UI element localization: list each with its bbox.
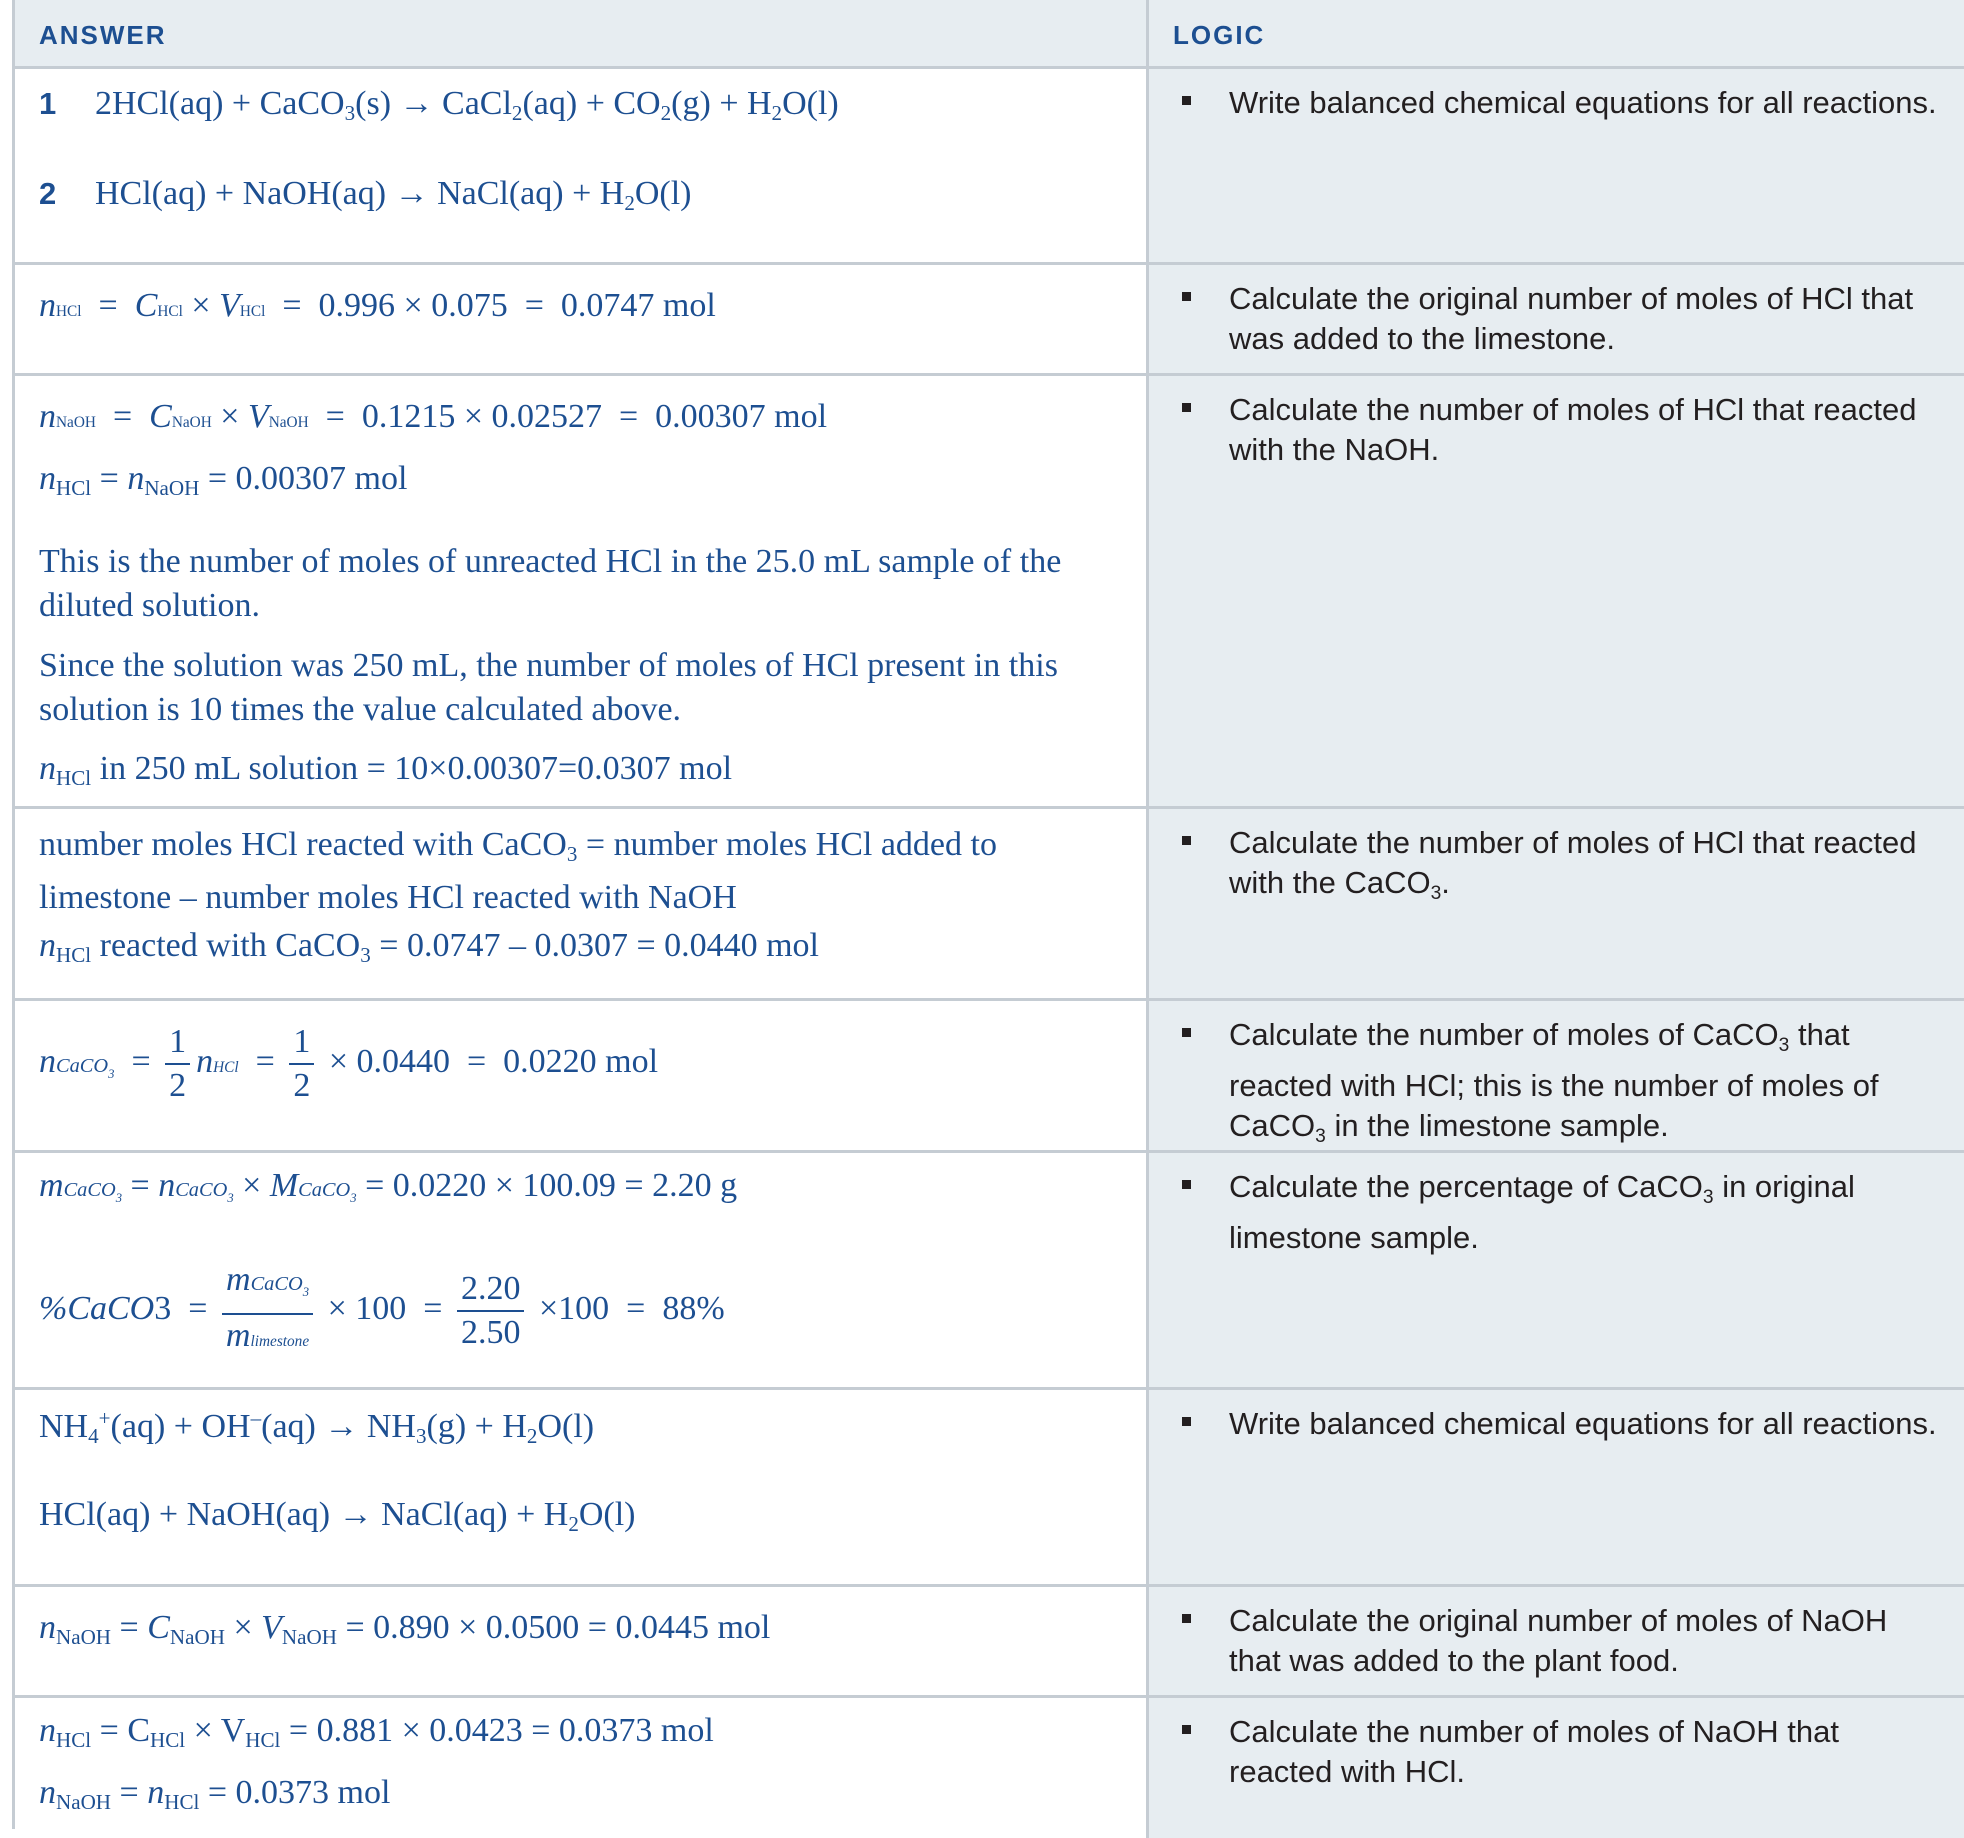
- bullet: [1182, 1028, 1191, 1037]
- calc-n-naoh-2: $n_{NaOH} = C_{NaOH} \times V_{NaOH} = 0.890 \times 0.0500 = 0.0445$ mol: [39, 1609, 771, 1649]
- calc-n-total: $n_{HCl}$ in 250 mL solution = 10×0.00307=0.0307 mol: [39, 750, 733, 790]
- bullet: [1182, 292, 1191, 301]
- fraction: $\frac{1}{2}$: [165, 1021, 190, 1107]
- row-balanced-equations-2: [15, 1390, 1964, 1587]
- calc-n-caco3: nCaCO$_3$ = $\frac{1}{2}$ nHCl = $\frac{1}{2}$ × 0.0440 = 0.0220 mol: [39, 1021, 658, 1107]
- logic-cell: [1149, 265, 1964, 373]
- logic-cell: [1149, 69, 1964, 262]
- answer-cell: [15, 265, 1149, 373]
- calc-n-equal: $n_{HCl} = n_{NaOH} = 0.00307$ mol: [39, 460, 408, 500]
- solution-table: [12, 0, 1964, 1829]
- step-number: 2: [39, 176, 57, 211]
- row-balanced-equations: [15, 69, 1964, 265]
- logic-text: Calculate the number of moles of HCl that reacted with the NaOH.: [1229, 392, 1917, 467]
- bullet: [1182, 96, 1191, 105]
- logic-header: LOGIC: [1173, 20, 1266, 50]
- explanation-1: This is the number of moles of unreacted HCl in the 25.0 mL sample of the diluted solution.: [39, 543, 1062, 624]
- row-caco3-moles: [15, 1001, 1964, 1153]
- fraction: $\frac{mCaCO_3}{\text{mlimestone}}$: [222, 1259, 313, 1363]
- logic-header-cell: [1149, 0, 1964, 66]
- calc-n-equal-2: $n_{NaOH} = n_{HCl} = 0.0373$ mol: [39, 1774, 391, 1814]
- calc-n-naoh: nNaOH = CNaOH × VNaOH = 0.1215 × 0.02527 = 0.00307 mol: [39, 398, 828, 435]
- row-naoh-added: [15, 1587, 1964, 1698]
- row-hcl-reacted-caco3: [15, 809, 1964, 1001]
- equation-3: $NH_4^+(aq) + OH^-(aq) \to NH_3(g) + H_2O(l)$: [39, 1406, 595, 1448]
- answer-cell: [15, 1698, 1149, 1838]
- answer-header: ANSWER: [39, 20, 167, 50]
- explanation-2: Since the solution was 250 mL, the number of moles of HCl present in this solution is 10 times the value calculated above.: [39, 647, 1058, 728]
- logic-text-part: Calculate the percentage of CaCO: [1229, 1169, 1703, 1204]
- step-number: 1: [39, 86, 57, 121]
- logic-text-part: Calculate the number of moles of HCl that reacted with the CaCO: [1229, 825, 1917, 900]
- word-equation: number moles HCl reacted with CaCO$_3$ = number moles HCl added to limestone – number moles HCl reacted with NaOH: [39, 826, 997, 916]
- logic-text: Write balanced chemical equations for all reactions.: [1229, 85, 1937, 120]
- answer-cell: [15, 1390, 1149, 1584]
- equation-1: 1 2HCl(aq) + CaCO$_3$(s) → CaCl$_2$(aq) + $CO_2(g) + H_2O(l)$: [39, 85, 839, 125]
- equation-2: 2 HCl(aq) + NaOH(aq) → NaCl(aq) + $H_2O(l)$: [39, 175, 692, 215]
- answer-cell: [15, 1153, 1149, 1387]
- answer-cell: [15, 1001, 1149, 1150]
- logic-text: Calculate the number of moles of CaCO$_3$ that reacted with HCl; this is the number of moles of CaCO$_3$ in the limestone sample.: [1229, 1017, 1879, 1147]
- calc-mass-caco3: mCaCO$_3$ = nCaCO$_3$ × MCaCO$_3$ = 0.0220 × 100.09 = 2.20 g: [39, 1167, 738, 1205]
- logic-cell: [1149, 1698, 1964, 1838]
- answer-header-cell: [15, 0, 1149, 66]
- bullet: [1182, 1614, 1191, 1623]
- row-hcl-added: [15, 265, 1964, 376]
- bullet: [1182, 1725, 1191, 1734]
- header-row: [15, 0, 1964, 69]
- row-hcl-unreacted: [15, 376, 1964, 809]
- calc-n-hcl-2: $n_{HCl} = C_{HCl} \times V_{HCl} = 0.881 \times 0.0423 = 0.0373$ mol: [39, 1712, 714, 1752]
- calc-n-reacted: $n_{HCl}$ reacted with CaCO$_3$ = 0.0747 – 0.0307 = 0.0440 mol: [39, 927, 820, 967]
- logic-text-part: that reacted with HCl; this is the number of moles of CaCO: [1229, 1017, 1879, 1143]
- logic-text-part: Calculate the number of moles of CaCO: [1229, 1017, 1779, 1052]
- logic-text: Calculate the original number of moles of HCl that was added to the limestone.: [1229, 281, 1914, 356]
- logic-text-part: in the limestone sample.: [1325, 1108, 1669, 1143]
- logic-text: Calculate the number of moles of HCl that reacted with the CaCO$_3$.: [1229, 825, 1917, 904]
- calc-n-hcl: nHCl = CHCl × VHCl = 0.996 × 0.075 = 0.0747 mol: [39, 287, 716, 324]
- bullet: [1182, 836, 1191, 845]
- bullet: [1182, 403, 1191, 412]
- fraction: $\frac{1}{2}$: [289, 1021, 314, 1107]
- calc-percentage: %CaCO3 = $\frac{mCaCO_3}{\text{mlimestone}}$ × 100 = $\frac{2.20}{2.50}$ ×100 = 88%: [39, 1259, 725, 1363]
- logic-cell: [1149, 809, 1964, 998]
- row-naoh-reacted: [15, 1698, 1964, 1838]
- logic-cell: [1149, 1587, 1964, 1695]
- fraction: $\frac{2.20}{2.50}$: [457, 1268, 525, 1354]
- answer-cell: [15, 1587, 1149, 1695]
- logic-cell: [1149, 1153, 1964, 1387]
- row-percentage: [15, 1153, 1964, 1390]
- bullet: [1182, 1180, 1191, 1189]
- logic-text: Calculate the number of moles of NaOH that reacted with HCl.: [1229, 1714, 1839, 1789]
- logic-text: Calculate the original number of moles of NaOH that was added to the plant food.: [1229, 1603, 1888, 1678]
- answer-cell: [15, 69, 1149, 262]
- logic-text: Write balanced chemical equations for all reactions.: [1229, 1406, 1937, 1441]
- logic-text: Calculate the percentage of CaCO$_3$ in original limestone sample.: [1229, 1169, 1855, 1255]
- logic-cell: [1149, 376, 1964, 806]
- logic-cell: [1149, 1001, 1964, 1150]
- logic-text-part: .: [1441, 865, 1450, 900]
- answer-cell: [15, 376, 1149, 806]
- bullet: [1182, 1417, 1191, 1426]
- logic-cell: [1149, 1390, 1964, 1584]
- equation-4: HCl(aq) + NaOH(aq) → NaCl(aq) + $H_2O(l)$: [39, 1496, 636, 1536]
- answer-cell: [15, 809, 1149, 998]
- logic-text-part: in original limestone sample.: [1229, 1169, 1855, 1255]
